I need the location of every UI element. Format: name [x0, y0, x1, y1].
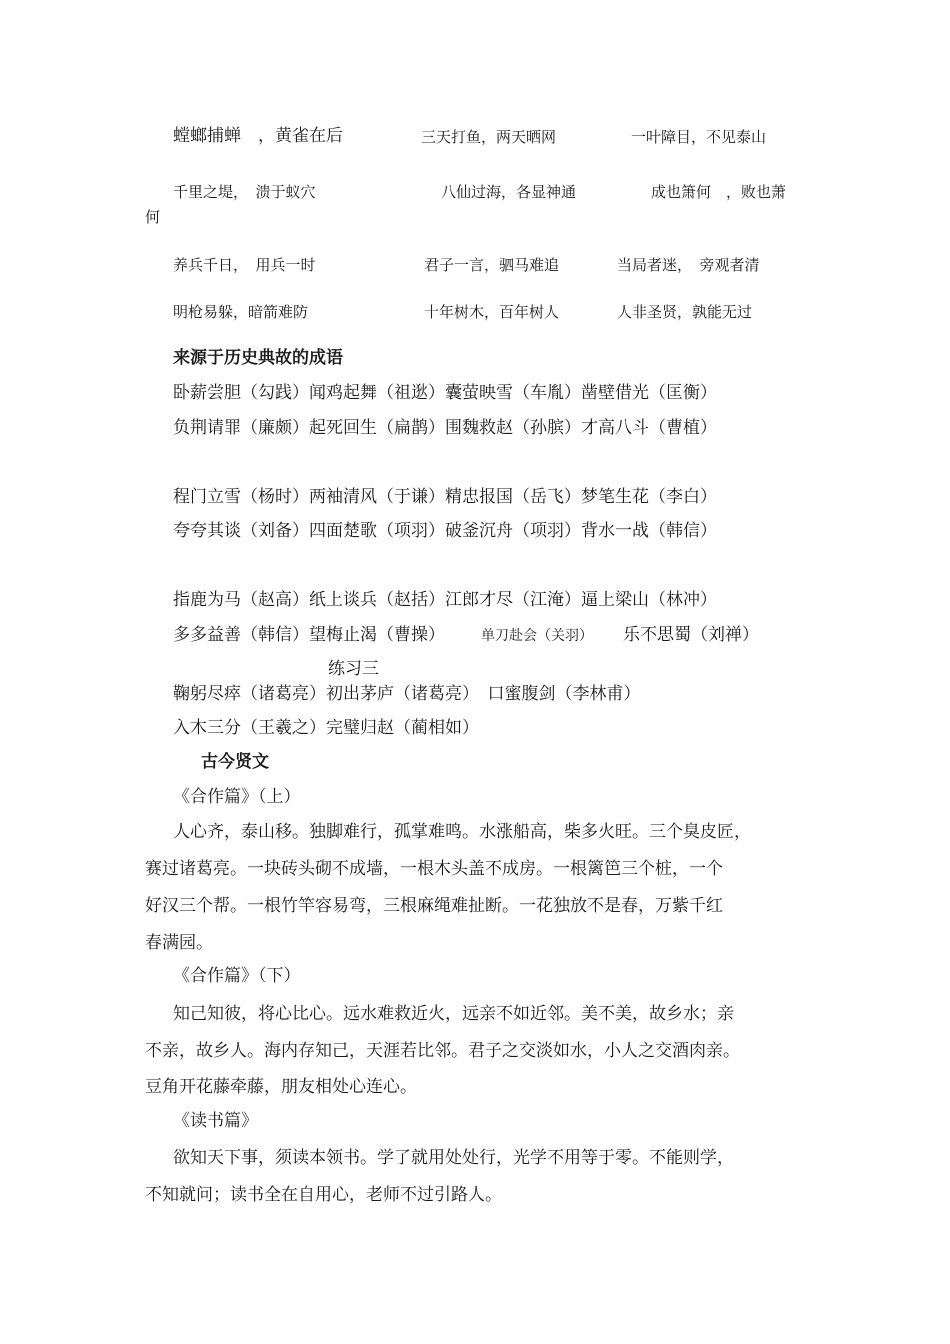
- idiom-line-3: 程门立雪（杨时）两袖清风（于谦）精忠报国（岳飞）梦笔生花（李白）: [173, 487, 717, 507]
- exercise-label: 练习三: [328, 659, 379, 679]
- reading-title: 《读书篇》: [173, 1111, 258, 1131]
- coop-down-line-1: 知己知彼，将心比心。远水难救近火，远亲不如近邻。美不美，故乡水；亲: [173, 1004, 734, 1024]
- idiom-line-2: 负荆请罪（廉颇）起死回生（扁鹊）围魏救赵（孙膑）才高八斗（曹植）: [173, 418, 717, 438]
- idiom-line-4: 夸夸其谈（刘备）四面楚歌（项羽）破釜沉舟（项羽）背水一战（韩信）: [173, 521, 717, 541]
- proverb-2-1: 千里之堤， 溃于蚁穴: [173, 183, 316, 201]
- idiom-line-6a: 多多益善（韩信）望梅止渴（曹操）: [173, 625, 445, 645]
- idiom-line-8: 入木三分（王羲之）完璧归赵（蔺相如）: [173, 718, 479, 738]
- proverb-1-3: 一叶障目，不见泰山: [631, 128, 767, 146]
- idiom-line-7: 鞠躬尽瘁（诸葛亮）初出茅庐（诸葛亮） 口蜜腹剑（李林甫）: [173, 684, 641, 704]
- coop-up-line-1: 人心齐，泰山移。独脚难行，孤掌难鸣。水涨船高，柴多火旺。三个臭皮匠，: [173, 822, 751, 842]
- proverb-3-1: 养兵千日， 用兵一时: [173, 256, 316, 274]
- proverb-3-2: 君子一言，驷马难追: [424, 256, 560, 274]
- reading-line-1: 欲知天下事，须读本领书。学了就用处处行，光学不用等于零。不能则学，: [173, 1148, 734, 1168]
- proverb-1-1: 螳螂捕蝉 ，黄雀在后: [173, 126, 343, 146]
- proverb-4-1: 明枪易躲，暗箭难防: [173, 303, 309, 321]
- proverb-1-2: 三天打鱼，两天晒网: [421, 128, 557, 146]
- proverb-2-wrap: 何: [145, 208, 161, 226]
- coop-up-title: 《合作篇》（上）: [173, 787, 301, 807]
- coop-down-line-2: 不亲，故乡人。海内存知己，天涯若比邻。君子之交淡如水，小人之交酒肉亲。: [145, 1041, 740, 1061]
- proverb-2-3: 成也箫何 ，败也萧: [651, 183, 787, 201]
- coop-down-title: 《合作篇》（下）: [173, 966, 301, 986]
- reading-line-2: 不知就问；读书全在自用心，老师不过引路人。: [145, 1185, 502, 1205]
- idiom-line-6c: 乐不思蜀（刘禅）: [623, 625, 759, 645]
- proverb-2-2: 八仙过海，各显神通: [441, 183, 577, 201]
- classics-heading: 古今贤文: [201, 752, 269, 772]
- coop-down-line-3: 豆角开花藤牵藤，朋友相处心连心。: [145, 1077, 417, 1097]
- idioms-heading: 来源于历史典故的成语: [173, 348, 343, 368]
- coop-up-line-2: 赛过诸葛亮。一块砖头砌不成墙，一根木头盖不成房。一根篱笆三个桩，一个: [145, 859, 723, 879]
- proverb-3-3: 当局者迷， 旁观者清: [617, 256, 760, 274]
- proverb-4-2: 十年树木，百年树人: [424, 303, 560, 321]
- idiom-line-6b: 单刀赴会（关羽）: [481, 628, 593, 644]
- proverb-4-3: 人非圣贤，孰能无过: [617, 303, 753, 321]
- coop-up-line-3: 好汉三个帮。一根竹竿容易弯，三根麻绳难扯断。一花独放不是春，万紫千红: [145, 896, 723, 916]
- coop-up-line-4: 春满园。: [145, 933, 213, 953]
- idiom-line-5: 指鹿为马（赵高）纸上谈兵（赵括）江郎才尽（江淹）逼上梁山（林冲）: [173, 590, 717, 610]
- idiom-line-1: 卧薪尝胆（勾践）闻鸡起舞（祖逖）囊萤映雪（车胤）凿壁借光（匡衡）: [173, 383, 717, 403]
